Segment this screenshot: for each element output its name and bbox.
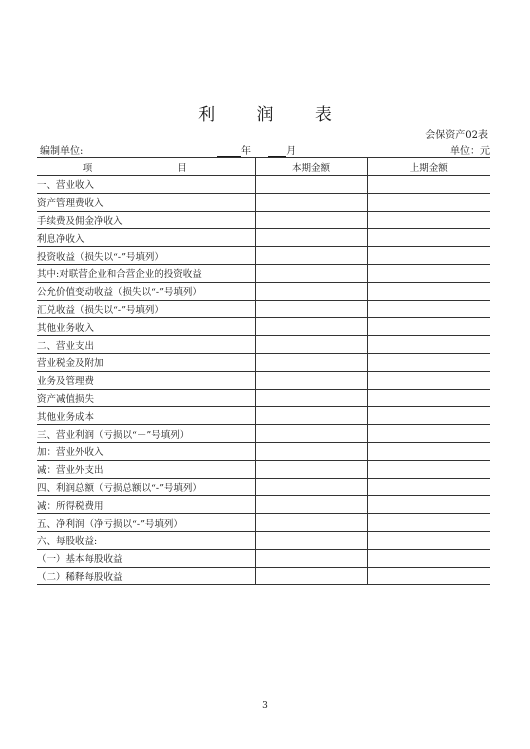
year-blank xyxy=(217,145,241,157)
current-period-amount-cell[interactable] xyxy=(255,425,367,443)
row-item-label: （一）基本每股收益 xyxy=(37,549,255,567)
row-item-label: 其他业务成本 xyxy=(37,407,255,425)
column-header-current-period: 本期金额 xyxy=(255,158,367,176)
table-row xyxy=(37,318,490,336)
table-row xyxy=(37,371,490,389)
table-header-row xyxy=(37,158,490,176)
prior-period-amount-cell[interactable] xyxy=(367,425,490,443)
current-period-amount-cell[interactable] xyxy=(255,229,367,247)
prepared-by-label: 编制单位: xyxy=(40,146,84,157)
month-blank xyxy=(268,145,286,157)
current-period-amount-cell[interactable] xyxy=(255,247,367,265)
current-period-amount-cell[interactable] xyxy=(255,176,367,194)
column-header-prior-period: 上期金额 xyxy=(367,158,490,176)
row-item-label: 减：所得税费用 xyxy=(37,496,255,514)
row-item-label: 资产管理费收入 xyxy=(37,193,255,211)
prior-period-amount-cell[interactable] xyxy=(367,442,490,460)
table-row xyxy=(37,442,490,460)
current-period-amount-cell[interactable] xyxy=(255,193,367,211)
prior-period-amount-cell[interactable] xyxy=(367,531,490,549)
table-row xyxy=(37,336,490,354)
current-period-amount-cell[interactable] xyxy=(255,567,367,585)
table-row xyxy=(37,514,490,532)
column-header-item: 项 目 xyxy=(37,158,255,176)
table-row xyxy=(37,531,490,549)
row-item-label: 其中:对联营企业和合营企业的投资收益 xyxy=(37,264,255,282)
report-date xyxy=(217,142,296,157)
current-period-amount-cell[interactable] xyxy=(255,496,367,514)
row-item-label: 营业税金及附加 xyxy=(37,353,255,371)
table-body xyxy=(37,176,490,585)
table-row xyxy=(37,300,490,318)
table-row xyxy=(37,211,490,229)
row-item-label: 投资收益（损失以“-”号填列） xyxy=(37,247,255,265)
current-period-amount-cell[interactable] xyxy=(255,211,367,229)
current-period-amount-cell[interactable] xyxy=(255,460,367,478)
prior-period-amount-cell[interactable] xyxy=(367,389,490,407)
prior-period-amount-cell[interactable] xyxy=(367,371,490,389)
row-item-label: 利息净收入 xyxy=(37,229,255,247)
current-period-amount-cell[interactable] xyxy=(255,549,367,567)
row-item-label: 三、营业利润（亏损以“－”号填列） xyxy=(37,425,255,443)
table-row xyxy=(37,353,490,371)
prior-period-amount-cell[interactable] xyxy=(367,567,490,585)
current-period-amount-cell[interactable] xyxy=(255,407,367,425)
prior-period-amount-cell[interactable] xyxy=(367,193,490,211)
table-row xyxy=(37,460,490,478)
current-period-amount-cell[interactable] xyxy=(255,442,367,460)
row-item-label: 二、营业支出 xyxy=(37,336,255,354)
prior-period-amount-cell[interactable] xyxy=(367,211,490,229)
prior-period-amount-cell[interactable] xyxy=(367,282,490,300)
prior-period-amount-cell[interactable] xyxy=(367,549,490,567)
current-period-amount-cell[interactable] xyxy=(255,300,367,318)
table-row xyxy=(37,264,490,282)
current-period-amount-cell[interactable] xyxy=(255,282,367,300)
current-period-amount-cell[interactable] xyxy=(255,336,367,354)
year-label: 年 xyxy=(241,146,251,157)
table-row xyxy=(37,176,490,194)
table-row xyxy=(37,567,490,585)
row-item-label: 其他业务收入 xyxy=(37,318,255,336)
table-row xyxy=(37,247,490,265)
row-item-label: 一、营业收入 xyxy=(37,176,255,194)
row-item-label: 手续费及佣金净收入 xyxy=(37,211,255,229)
table-row xyxy=(37,425,490,443)
table-row xyxy=(37,407,490,425)
income-statement-table xyxy=(37,157,490,585)
document-title: 利 润 表 xyxy=(198,105,350,125)
current-period-amount-cell[interactable] xyxy=(255,318,367,336)
prior-period-amount-cell[interactable] xyxy=(367,336,490,354)
prior-period-amount-cell[interactable] xyxy=(367,300,490,318)
table-row xyxy=(37,549,490,567)
prior-period-amount-cell[interactable] xyxy=(367,353,490,371)
current-period-amount-cell[interactable] xyxy=(255,478,367,496)
prior-period-amount-cell[interactable] xyxy=(367,514,490,532)
table-row xyxy=(37,496,490,514)
prior-period-amount-cell[interactable] xyxy=(367,264,490,282)
row-item-label: 减：营业外支出 xyxy=(37,460,255,478)
current-period-amount-cell[interactable] xyxy=(255,389,367,407)
row-item-label: 公允价值变动收益（损失以“-”号填列） xyxy=(37,282,255,300)
prior-period-amount-cell[interactable] xyxy=(367,407,490,425)
prior-period-amount-cell[interactable] xyxy=(367,460,490,478)
table-row xyxy=(37,229,490,247)
table-row xyxy=(37,193,490,211)
row-item-label: 五、净利润（净亏损以“-”号填列） xyxy=(37,514,255,532)
prior-period-amount-cell[interactable] xyxy=(367,478,490,496)
row-item-label: 加：营业外收入 xyxy=(37,442,255,460)
current-period-amount-cell[interactable] xyxy=(255,514,367,532)
current-period-amount-cell[interactable] xyxy=(255,353,367,371)
prior-period-amount-cell[interactable] xyxy=(367,318,490,336)
report-meta-line xyxy=(40,142,490,156)
currency-unit-label: 单位：元 xyxy=(450,146,490,157)
row-item-label: 资产减值损失 xyxy=(37,389,255,407)
table-row xyxy=(37,478,490,496)
row-item-label: 业务及管理费 xyxy=(37,371,255,389)
page-number: 3 xyxy=(262,701,268,711)
row-item-label: 四、利润总额（亏损总额以“-”号填列） xyxy=(37,478,255,496)
prior-period-amount-cell[interactable] xyxy=(367,247,490,265)
prior-period-amount-cell[interactable] xyxy=(367,229,490,247)
table-row xyxy=(37,389,490,407)
table-row xyxy=(37,282,490,300)
month-label: 月 xyxy=(286,146,297,157)
row-item-label: 六、每股收益: xyxy=(37,531,255,549)
current-period-amount-cell[interactable] xyxy=(255,531,367,549)
current-period-amount-cell[interactable] xyxy=(255,264,367,282)
row-item-label: （二）稀释每股收益 xyxy=(37,567,255,585)
prior-period-amount-cell[interactable] xyxy=(367,496,490,514)
form-code: 会保资产02表 xyxy=(425,130,488,141)
row-item-label: 汇兑收益（损失以“-”号填列） xyxy=(37,300,255,318)
current-period-amount-cell[interactable] xyxy=(255,371,367,389)
prior-period-amount-cell[interactable] xyxy=(367,176,490,194)
